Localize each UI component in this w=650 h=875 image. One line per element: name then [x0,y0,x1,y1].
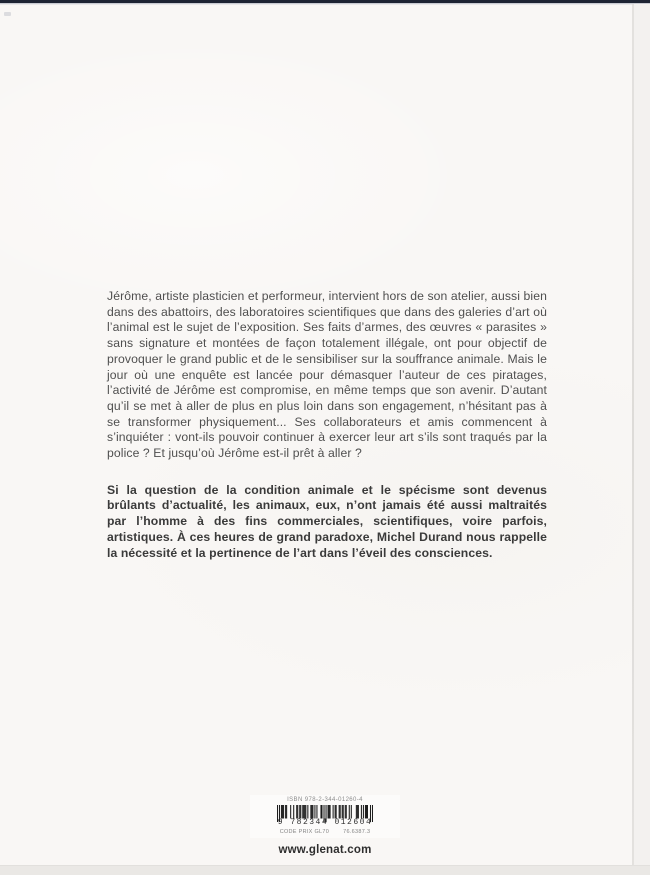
isbn-label: ISBN 978-2-344-01260-4 [287,797,363,803]
synopsis-block [107,289,547,561]
scan-top-edge-shadow [0,3,650,5]
reference-code: 76.6387.3 [343,829,371,835]
editorial-paragraph: Si la question de la condition animale et le spécisme sont devenus brûlants d’actualité, les animaux, eux, n’ont jamais été aussi maltraités par l’homme à des fins commerciales, scientifiques, voire parfois, artistiques. À ces heures de grand paradoxe, Michel Durand nous rappelle la nécessité et la pertinence de l’art dans l’éveil des consciences. [107,482,547,560]
code-prix: CODE PRIX GL70 [279,829,330,835]
barcode-block [250,795,400,838]
price-code-row [250,829,400,838]
scan-artifact [4,12,11,16]
synopsis-paragraph: Jérôme, artiste plasticien et performeur, intervient hors de son atelier, aussi bien dans des abattoirs, des laboratoires scientifiques que dans des galeries d’art où l’animal est le sujet de l’exposition. Ses faits d’armes, des œuvres « parasites » sans signature et montées de façon totalement illégale, ont pour objectif de provoquer le grand public et de le sensibiliser sur la souffrance animale. Mais le jour où une enquête est lancée pour démasquer l’auteur de ces piratages, l’activité de Jérôme est compromise, en même temps que son avenir. D’autant qu’il se met à aller de plus en plus loin dans son engagement, n’hésitant pas à se transformer physiquement... Ses collaborateurs et amis commencent à s’inquiéter : vont-ils pouvoir continuer à exercer leur art s’ils sont traqués par la police ? Et jusqu’où Jérôme est-il prêt à aller ? [107,289,547,461]
scan-bottom-edge [0,865,650,875]
barcode-digits: 9 782344 012604 [277,818,373,827]
page-block-edge [634,4,650,867]
publisher-website: www.glenat.com [278,844,372,856]
cover-edge-line [632,4,634,867]
